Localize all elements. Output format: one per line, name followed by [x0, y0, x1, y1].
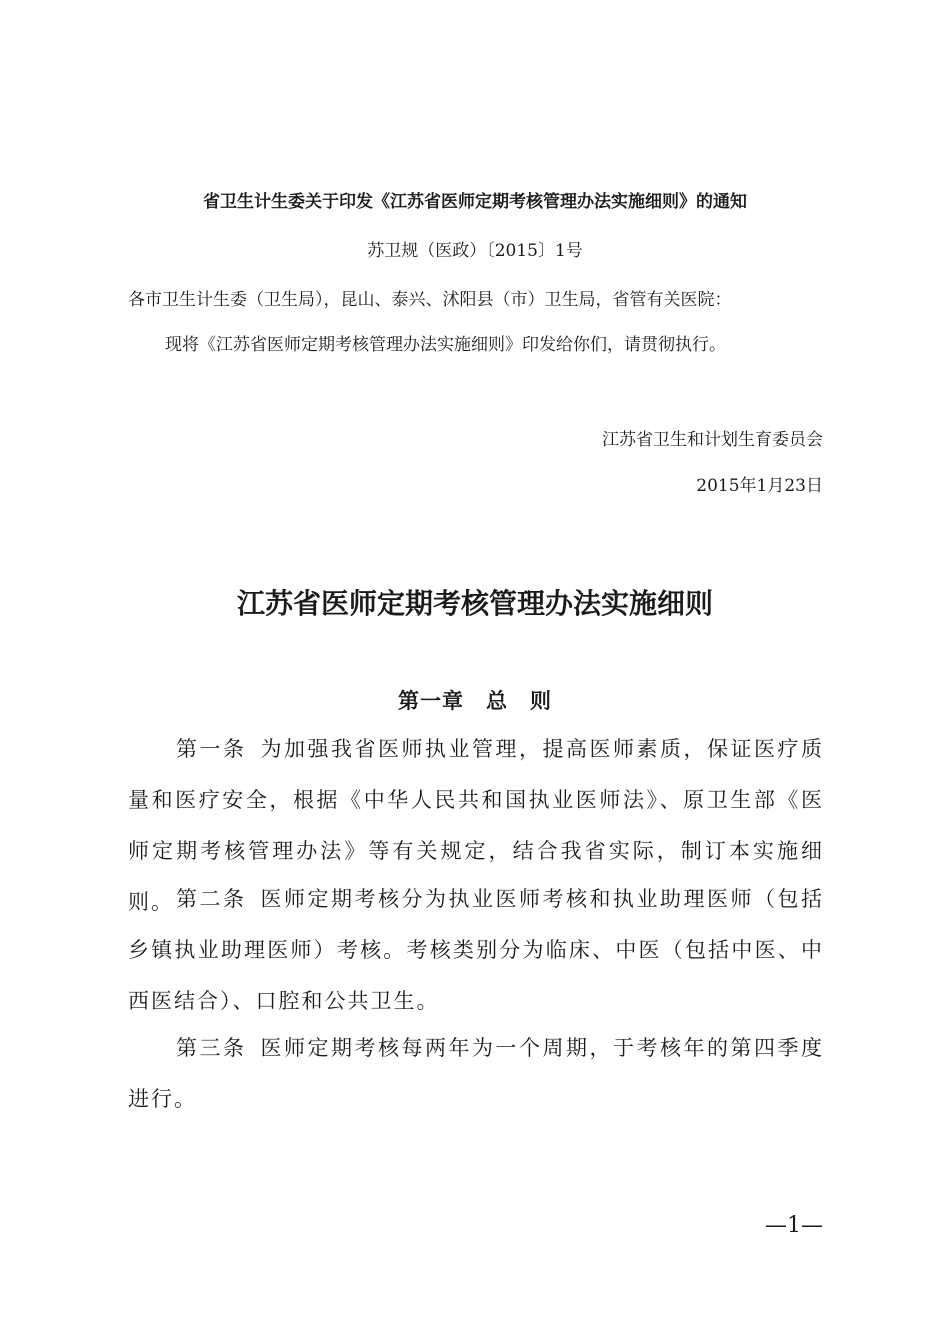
- recipients-line: 各市卫生计生委（卫生局），昆山、泰兴、沭阳县（市）卫生局，省管有关医院：: [128, 290, 732, 310]
- article-1-label: 第一条: [176, 737, 247, 761]
- document-number: 苏卫规（医政）〔2015〕1号: [367, 241, 583, 261]
- rules-title: 江苏省医师定期考核管理办法实施细则: [236, 587, 713, 620]
- page-number: —1—: [765, 1213, 823, 1238]
- issuer-name: 江苏省卫生和计划生育委员会: [602, 430, 823, 450]
- article-3-text: 医师定期考核每两年为一个周期，于考核年的第四季度进行。: [128, 1036, 824, 1111]
- article-3: [128, 1023, 824, 1125]
- article-3-label: 第三条: [176, 1036, 247, 1060]
- article-2: [128, 874, 824, 1027]
- article-1-text: 为加强我省医师执业管理，提高医师素质，保证医疗质量和医疗安全，根据《中华人民共和国执业医师法》、原卫生部《医师定期考核管理办法》等有关规定，结合我省实际，制订本实施细则。: [128, 737, 824, 914]
- notice-body: 现将《江苏省医师定期考核管理办法实施细则》印发给你们，请贯彻执行。: [165, 335, 726, 355]
- notice-title: 省卫生计生委关于印发《江苏省医师定期考核管理办法实施细则》的通知: [203, 192, 747, 212]
- chapter-title: 第一章 总 则: [398, 688, 552, 713]
- article-2-label: 第二条: [176, 887, 247, 911]
- article-2-text: 医师定期考核分为执业医师考核和执业助理医师（包括乡镇执业助理医师）考核。考核类别分为临床、中医（包括中医、中西医结合）、口腔和公共卫生。: [128, 887, 824, 1013]
- issue-date: 2015年1月23日: [696, 476, 823, 496]
